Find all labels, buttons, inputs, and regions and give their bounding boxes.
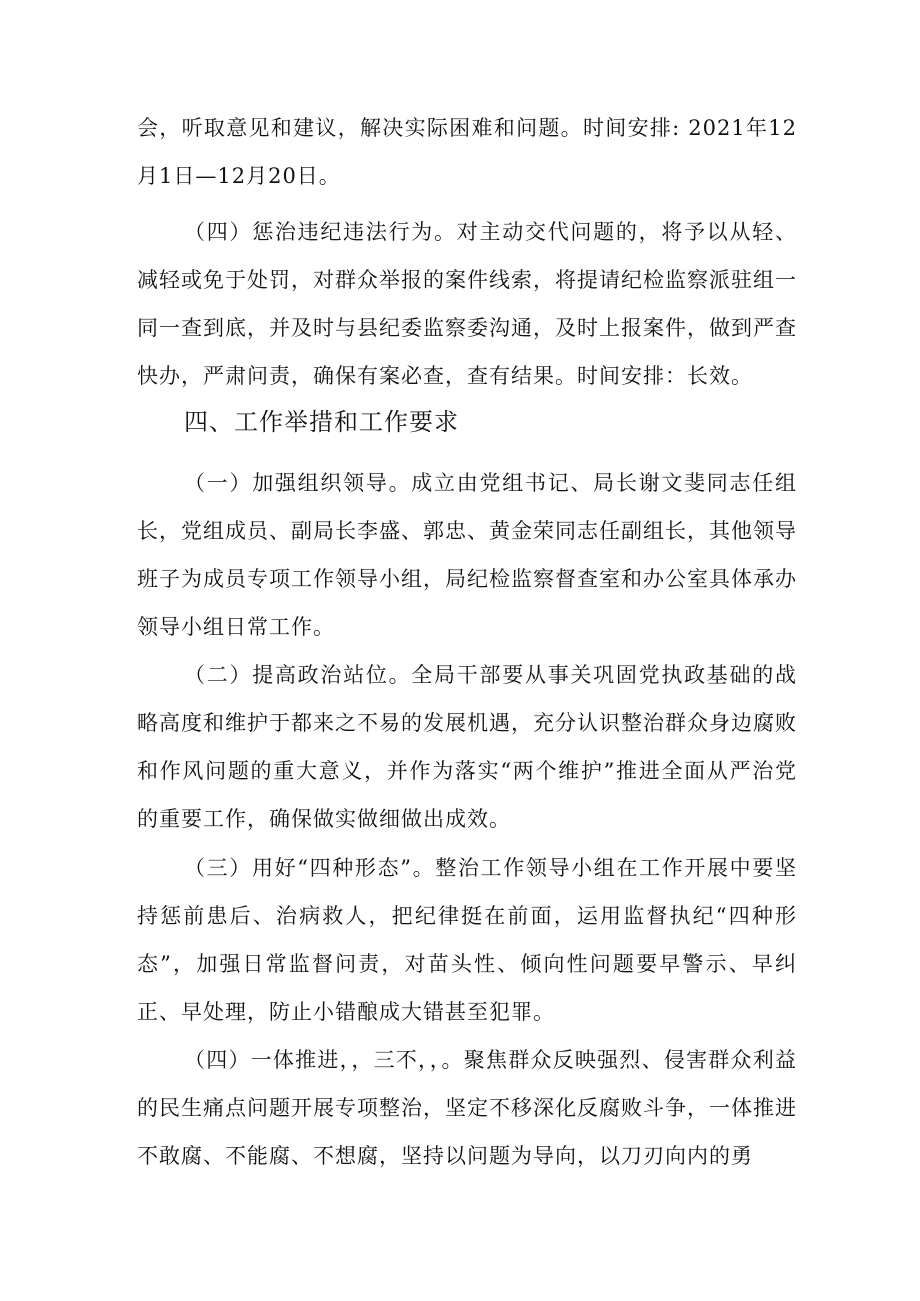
paragraph-organization-leadership: （一）加强组织领导。成立由党组书记、局长谢文斐同志任组长，党组成员、副局长李盛、郭忠、黄金荣同志任副组长，其他领导班子为成员专项工作领导小组，局纪检监察督查室和办公室具体承办领导小组日常工作。 bbox=[137, 471, 797, 639]
paragraph-four-forms: （三）用好“四种形态”。整治工作领导小组在工作开展中要坚持惩前患后、治病救人，把纪律挺在前面，运用监督执纪“四种形态”，加强日常监督问责，对苗头性、倾向性问题要早警示、早纠正、早处理，防止小错酿成大错甚至犯罪。 bbox=[137, 856, 797, 1024]
paragraph-punish-violations: （四）惩治违纪违法行为。对主动交代问题的，将予以从轻、减轻或免于处罚，对群众举报的案件线索，将提请纪检监察派驻组一同一查到底，并及时与县纪委监察委沟通，及时上报案件，做到严查快办，严肃问责，确保有案必查，查有结果。时间安排：长效。 bbox=[137, 220, 797, 388]
paragraph-integrated-advance: （四）一体推进，，三不，，。聚焦群众反映强烈、侵害群众利益的民生痛点问题开展专项整治，坚定不移深化反腐败斗争，一体推进不敢腐、不能腐、不想腐，坚持以问题为导向，以刀刃向内的勇 bbox=[137, 1048, 797, 1168]
paragraph-continuation: 会，听取意见和建议，解决实际困难和问题。时间安排: 2021年12月1日—12月20日。 bbox=[137, 116, 797, 188]
paragraph-political-stance: （二）提高政治站位。全局干部要从事关巩固党执政基础的战略高度和维护于都来之不易的发展机遇，充分认识整治群众身边腐败和作风问题的重大意义，并作为落实“两个维护”推进全面从严治党的重要工作，确保做实做细做出成效。 bbox=[137, 663, 797, 831]
section-heading: 四、工作举措和工作要求 bbox=[184, 408, 459, 436]
